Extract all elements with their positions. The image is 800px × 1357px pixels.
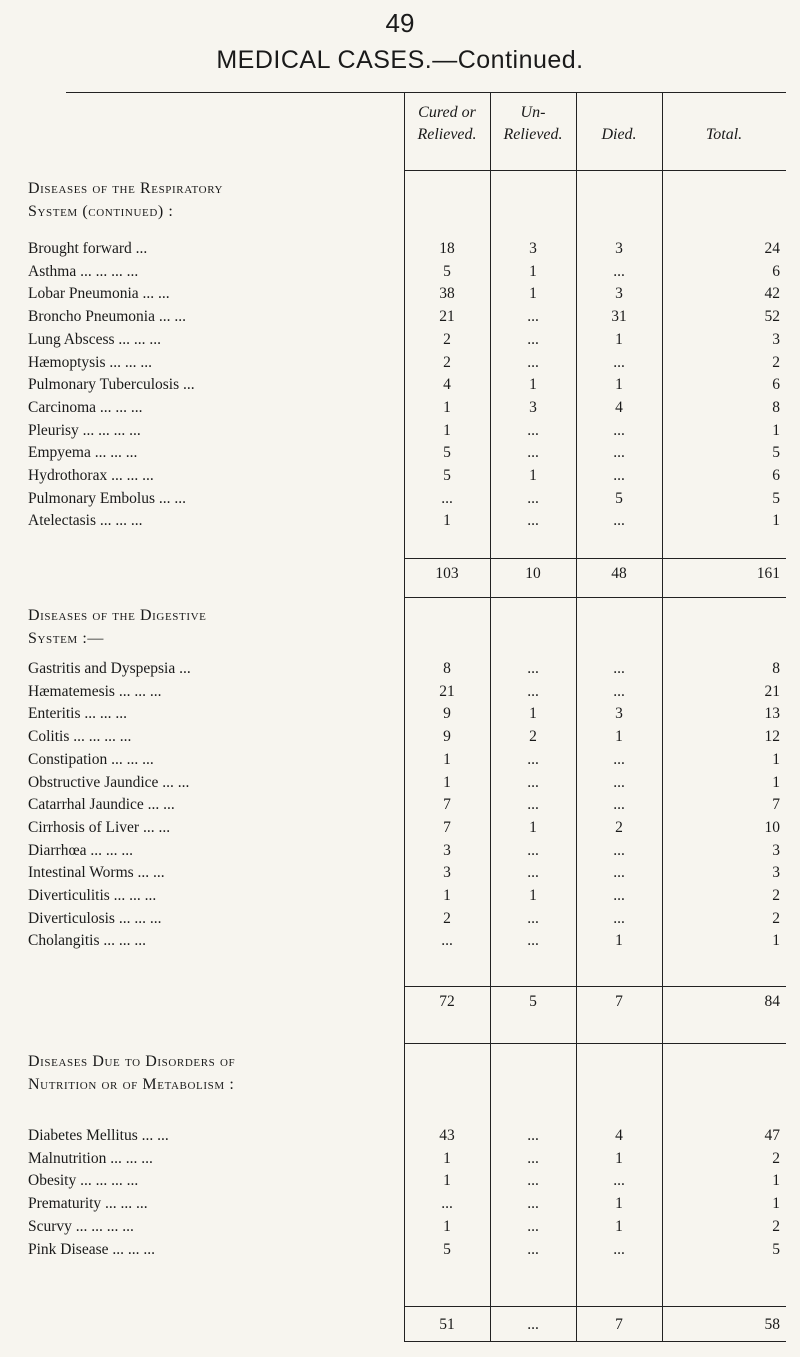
cell-died: ... <box>613 444 625 462</box>
cell-total: 2 <box>772 887 780 904</box>
col-head-died <box>576 124 662 146</box>
cell-cured: 5 <box>443 262 451 280</box>
cell-unrelieved: 1 <box>529 285 537 303</box>
cell-cured: 2 <box>443 909 451 927</box>
cell-total: 5 <box>772 1240 780 1258</box>
row-label: Prematurity ... ... ... <box>28 1195 148 1213</box>
cell-unrelieved: ... <box>527 421 539 439</box>
table-row <box>28 467 784 489</box>
cell-unrelieved: ... <box>527 796 539 814</box>
col-head-cured-line1: Cured or <box>418 104 476 121</box>
cell-total: 1 <box>772 1195 780 1213</box>
cell-cured: 9 <box>443 728 451 746</box>
cell-total: 7 <box>772 796 780 814</box>
cell-died: ... <box>613 909 625 927</box>
cell-died: ... <box>613 796 625 814</box>
cell-total: 1 <box>772 773 780 791</box>
cell-unrelieved: ... <box>527 773 539 791</box>
table-row <box>28 796 784 818</box>
row-label: Hæmoptysis ... ... ... <box>28 353 153 371</box>
cell-total: 3 <box>772 864 780 882</box>
cell-total: 2 <box>772 909 780 927</box>
row-label: Hæmatemesis ... ... ... <box>28 682 162 700</box>
subtotal-rule <box>404 1043 786 1044</box>
cell-died: ... <box>613 262 625 280</box>
row-label: Carcinoma ... ... ... <box>28 398 143 416</box>
table-row <box>28 240 784 262</box>
table-row <box>28 1195 784 1217</box>
total-total: 84 <box>764 993 780 1010</box>
cell-cured: ... <box>441 1195 453 1213</box>
total-cured: 72 <box>439 993 455 1010</box>
cell-unrelieved: ... <box>527 330 539 348</box>
cell-total: 8 <box>772 660 780 677</box>
row-label: Empyema ... ... ... <box>28 444 138 462</box>
cell-unrelieved: ... <box>527 444 539 462</box>
total-unrelieved: 5 <box>529 993 537 1010</box>
cell-total: 10 <box>764 818 780 836</box>
cell-cured: 7 <box>443 796 451 814</box>
table-top-rule <box>66 92 786 93</box>
table-row <box>28 1241 784 1263</box>
cell-unrelieved: ... <box>527 682 539 700</box>
table-row <box>28 308 784 330</box>
cell-unrelieved: ... <box>527 489 539 507</box>
cell-total: 24 <box>764 240 780 257</box>
cell-died: 31 <box>611 308 627 326</box>
cell-unrelieved: ... <box>527 1217 539 1235</box>
cell-cured: 3 <box>443 864 451 882</box>
cell-unrelieved: 1 <box>529 376 537 394</box>
cell-cured: 1 <box>443 1217 451 1235</box>
cell-unrelieved: 1 <box>529 467 537 484</box>
row-label: Constipation ... ... ... <box>28 750 154 768</box>
page-number: 49 <box>385 8 415 38</box>
col-head-cured-line2: Relieved. <box>417 126 477 143</box>
cell-cured: 4 <box>443 376 451 394</box>
cell-died: ... <box>613 864 625 882</box>
row-label: Obesity ... ... ... ... <box>28 1172 139 1190</box>
cell-total: 5 <box>772 489 780 507</box>
cell-cured: 38 <box>439 285 455 303</box>
cell-unrelieved: 1 <box>529 705 537 723</box>
section-heading-line: Nutrition or of Metabolism : <box>28 1076 235 1093</box>
section-heading-line: Diseases of the Respiratory <box>28 180 224 197</box>
cell-unrelieved: 1 <box>529 262 537 280</box>
table-row <box>28 887 784 909</box>
cell-total: 2 <box>772 1149 780 1167</box>
row-label: Brought forward ... <box>28 240 148 257</box>
cell-died: 1 <box>615 932 623 950</box>
cell-cured: 2 <box>443 330 451 348</box>
section-total-row <box>28 1316 784 1338</box>
cell-cured: 5 <box>443 1240 451 1258</box>
cell-died: ... <box>613 750 625 768</box>
cell-unrelieved: ... <box>527 1172 539 1190</box>
cell-total: 42 <box>764 285 780 303</box>
cell-died: ... <box>613 887 625 904</box>
row-label: Pink Disease ... ... ... <box>28 1240 156 1258</box>
table-row <box>28 751 784 773</box>
row-label: Enteritis ... ... ... <box>28 705 128 723</box>
cell-died: 1 <box>615 1149 623 1167</box>
table-row <box>28 1172 784 1194</box>
row-label: Broncho Pneumonia ... ... <box>28 308 186 326</box>
cell-died: ... <box>613 1172 625 1190</box>
cell-total: 13 <box>764 705 780 723</box>
total-unrelieved: ... <box>527 1316 539 1333</box>
cell-died: 1 <box>615 376 623 394</box>
cell-total: 1 <box>772 932 780 950</box>
total-died: 48 <box>611 565 627 582</box>
cell-unrelieved: ... <box>527 1149 539 1167</box>
table-row <box>28 263 784 285</box>
cell-cured: 18 <box>439 240 455 257</box>
total-unrelieved: 10 <box>525 565 541 582</box>
cell-cured: 43 <box>439 1127 455 1144</box>
table-row <box>28 842 784 864</box>
cell-died: 5 <box>615 489 623 507</box>
section-heading-line: Diseases of the Digestive <box>28 607 207 624</box>
row-label: Gastritis and Dyspepsia ... <box>28 660 191 677</box>
table-row <box>28 376 784 398</box>
cell-unrelieved: ... <box>527 1195 539 1213</box>
table-row <box>28 444 784 466</box>
cell-total: 6 <box>772 262 780 280</box>
cell-cured: 5 <box>443 467 451 484</box>
cell-died: ... <box>613 512 625 530</box>
cell-unrelieved: ... <box>527 750 539 768</box>
col-head-unrelieved-line1: Un- <box>520 104 546 121</box>
cell-died: 3 <box>615 285 623 303</box>
cell-died: 4 <box>615 1127 623 1144</box>
cell-unrelieved: ... <box>527 1127 539 1144</box>
cell-total: 1 <box>772 1172 780 1190</box>
row-label: Cirrhosis of Liver ... ... <box>28 818 171 836</box>
row-label: Pulmonary Tuberculosis ... <box>28 376 195 394</box>
cell-total: 12 <box>764 728 780 746</box>
section-heading-line: System (continued) : <box>28 203 174 220</box>
row-label: Colitis ... ... ... ... <box>28 728 132 746</box>
cell-unrelieved: ... <box>527 1240 539 1258</box>
row-label: Pleurisy ... ... ... ... <box>28 421 141 439</box>
table-row <box>28 864 784 886</box>
cell-died: ... <box>613 660 625 677</box>
cell-cured: ... <box>441 489 453 507</box>
cell-cured: 1 <box>443 773 451 791</box>
cell-died: ... <box>613 682 625 700</box>
table-row <box>28 399 784 421</box>
table-row <box>28 1127 784 1149</box>
cell-died: ... <box>613 353 625 371</box>
table-row <box>28 774 784 796</box>
total-died: 7 <box>615 1316 623 1333</box>
cell-total: 6 <box>772 376 780 394</box>
row-label: Obstructive Jaundice ... ... <box>28 773 190 791</box>
cell-unrelieved: ... <box>527 841 539 859</box>
table-row <box>28 660 784 682</box>
cell-cured: 21 <box>439 682 455 700</box>
cell-cured: 1 <box>443 750 451 768</box>
cell-died: 1 <box>615 1217 623 1235</box>
cell-unrelieved: 3 <box>529 240 537 257</box>
row-label: Pulmonary Embolus ... ... <box>28 489 187 507</box>
cell-cured: ... <box>441 932 453 950</box>
cell-died: 2 <box>615 818 623 836</box>
cell-total: 1 <box>772 421 780 439</box>
row-label: Lobar Pneumonia ... ... <box>28 285 170 303</box>
subtotal-rule <box>404 558 786 559</box>
section-heading-nutrition <box>28 1050 408 1096</box>
row-label: Diverticulitis ... ... ... <box>28 887 157 904</box>
table-row <box>28 1150 784 1172</box>
header-rule <box>404 170 786 171</box>
total-total: 161 <box>756 565 780 582</box>
row-label: Hydrothorax ... ... ... <box>28 467 154 484</box>
cell-cured: 1 <box>443 887 451 904</box>
table-row <box>28 705 784 727</box>
table-row <box>28 1218 784 1240</box>
row-label: Asthma ... ... ... ... <box>28 262 139 280</box>
section-heading-line: System :— <box>28 630 105 647</box>
cell-unrelieved: ... <box>527 932 539 950</box>
table-bottom-rule <box>404 1341 786 1342</box>
cell-total: 52 <box>764 308 780 326</box>
col-head-unrelieved-line2: Relieved. <box>503 126 563 143</box>
cell-total: 3 <box>772 841 780 859</box>
cell-cured: 1 <box>443 1149 451 1167</box>
row-label: Cholangitis ... ... ... <box>28 932 146 950</box>
cell-unrelieved: 1 <box>529 887 537 904</box>
table-row <box>28 728 784 750</box>
cell-unrelieved: 2 <box>529 728 537 746</box>
section-total-row <box>28 565 784 587</box>
cell-unrelieved: 3 <box>529 398 537 416</box>
row-label: Catarrhal Jaundice ... ... <box>28 796 175 814</box>
section-heading-digestive <box>28 604 408 650</box>
table-row <box>28 490 784 512</box>
cell-total: 21 <box>764 682 780 700</box>
cell-died: 1 <box>615 330 623 348</box>
row-label: Lung Abscess ... ... ... <box>28 330 162 348</box>
cell-total: 47 <box>764 1127 780 1144</box>
page-title: MEDICAL CASES.—Continued. <box>216 46 584 74</box>
cell-died: ... <box>613 841 625 859</box>
total-total: 58 <box>764 1316 780 1333</box>
row-label: Diarrhœa ... ... ... <box>28 841 134 859</box>
subtotal-rule <box>404 597 786 598</box>
section-heading-line: Diseases Due to Disorders of <box>28 1053 236 1070</box>
cell-unrelieved: ... <box>527 660 539 677</box>
col-head-cured <box>404 102 490 146</box>
cell-total: 2 <box>772 1217 780 1235</box>
cell-cured: 1 <box>443 512 451 530</box>
cell-total: 1 <box>772 512 780 530</box>
total-cured: 103 <box>435 565 459 582</box>
table-row <box>28 819 784 841</box>
cell-cured: 9 <box>443 705 451 723</box>
cell-total: 5 <box>772 444 780 462</box>
cell-died: ... <box>613 467 625 484</box>
cell-died: 1 <box>615 1195 623 1213</box>
table-row <box>28 910 784 932</box>
row-label: Diabetes Mellitus ... ... <box>28 1127 169 1144</box>
row-label: Intestinal Worms ... ... <box>28 864 165 882</box>
cell-died: 3 <box>615 240 623 257</box>
cell-unrelieved: ... <box>527 353 539 371</box>
cell-cured: 1 <box>443 398 451 416</box>
row-label: Atelectasis ... ... ... <box>28 512 143 530</box>
row-label: Diverticulosis ... ... ... <box>28 909 162 927</box>
cell-cured: 5 <box>443 444 451 462</box>
table-row <box>28 932 784 954</box>
cell-cured: 1 <box>443 421 451 439</box>
row-label: Malnutrition ... ... ... <box>28 1149 153 1167</box>
col-head-total-line: Total. <box>705 126 743 143</box>
cell-total: 8 <box>772 398 780 416</box>
cell-died: 1 <box>615 728 623 746</box>
table-row <box>28 683 784 705</box>
cell-cured: 7 <box>443 818 451 836</box>
row-label: Scurvy ... ... ... ... <box>28 1217 134 1235</box>
cell-died: ... <box>613 421 625 439</box>
cell-died: ... <box>613 773 625 791</box>
cell-died: 4 <box>615 398 623 416</box>
cell-cured: 1 <box>443 1172 451 1190</box>
cell-total: 6 <box>772 467 780 484</box>
cell-cured: 3 <box>443 841 451 859</box>
cell-total: 2 <box>772 353 780 371</box>
total-cured: 51 <box>439 1316 455 1333</box>
cell-unrelieved: ... <box>527 512 539 530</box>
table-row <box>28 512 784 534</box>
col-head-unrelieved <box>490 102 576 146</box>
cell-unrelieved: ... <box>527 909 539 927</box>
total-died: 7 <box>615 993 623 1010</box>
cell-cured: 21 <box>439 308 455 326</box>
col-head-total <box>662 124 786 146</box>
section-heading-respiratory <box>28 177 408 223</box>
subtotal-rule <box>404 1306 786 1307</box>
cell-died: ... <box>613 1240 625 1258</box>
cell-total: 3 <box>772 330 780 348</box>
table-row <box>28 331 784 353</box>
cell-unrelieved: ... <box>527 864 539 882</box>
section-total-row <box>28 993 784 1015</box>
col-head-died-line: Died. <box>601 126 637 143</box>
cell-unrelieved: ... <box>527 308 539 326</box>
cell-cured: 2 <box>443 353 451 371</box>
table-row <box>28 422 784 444</box>
subtotal-rule <box>404 986 786 987</box>
cell-total: 1 <box>772 750 780 768</box>
table-row <box>28 285 784 307</box>
cell-died: 3 <box>615 705 623 723</box>
cell-cured: 8 <box>443 660 451 677</box>
table-row <box>28 354 784 376</box>
cell-unrelieved: 1 <box>529 818 537 836</box>
